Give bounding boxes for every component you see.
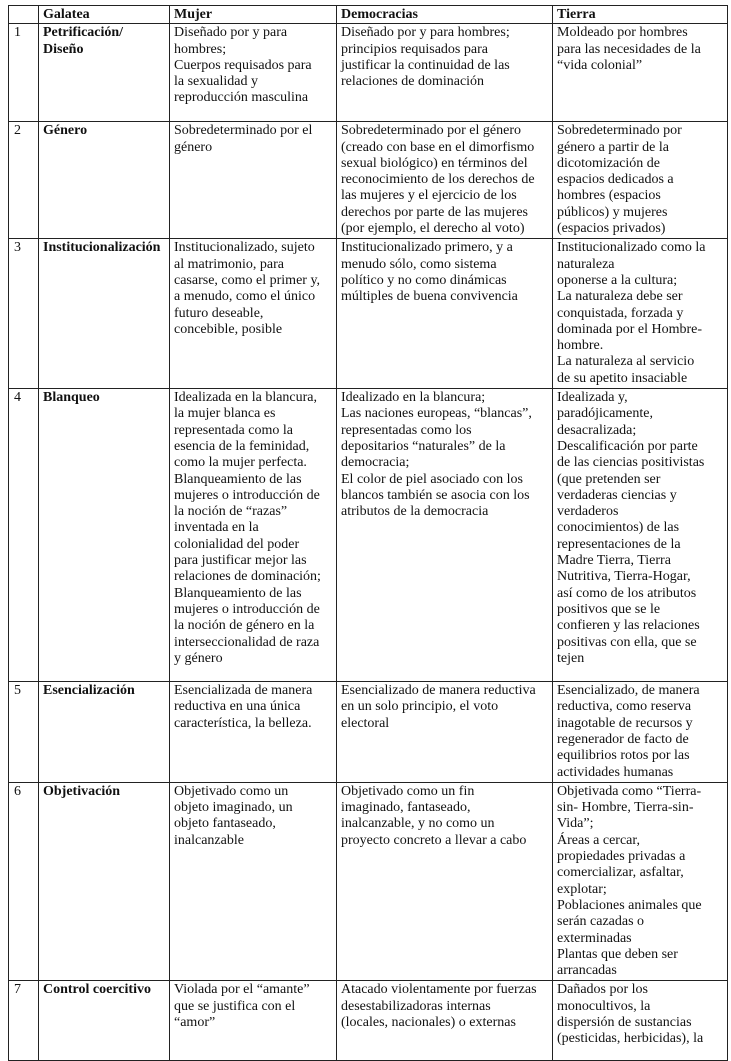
cell-line: inalcanzable — [174, 832, 244, 848]
cell-democracias — [337, 782, 553, 981]
cell-line: Esencialización — [43, 683, 135, 699]
row-number: 3 — [9, 239, 39, 389]
cell-line: oponerse a la cultura; — [557, 272, 678, 288]
cell-line: representadas como los — [341, 422, 472, 438]
cell-line: Dañados por los — [557, 982, 648, 998]
row-number: 2 — [9, 122, 39, 239]
cell-mujer — [170, 682, 337, 783]
cell-line: futuro deseable, — [174, 305, 264, 321]
cell-mujer — [170, 24, 337, 122]
cell-line: relaciones de dominación; — [174, 569, 321, 585]
cell-line: imaginado, fantaseado, — [341, 800, 471, 816]
cell-line: Diseñado por y para — [174, 25, 288, 41]
cell-tierra — [553, 389, 728, 682]
cell-line: blancos también se asocia con los — [341, 487, 530, 503]
cell-mujer — [170, 389, 337, 682]
cell-line: Petrificación/ — [43, 25, 124, 41]
cell-line: Control coercitivo — [43, 982, 151, 998]
cell-line: arrancadas — [557, 963, 617, 979]
row-number: 4 — [9, 389, 39, 682]
cell-line: Plantas que deben ser — [557, 946, 678, 962]
cell-line: paradójicamente, — [557, 406, 654, 422]
cell-line: casarse, como el primer y, — [174, 272, 321, 288]
cell-line: inagotable de recursos y — [557, 715, 693, 731]
cell-line: relaciones de dominación — [341, 74, 485, 90]
cell-line: verdaderos — [557, 504, 619, 520]
cell-line: objeto imaginado, un — [174, 800, 293, 816]
comparison-table — [8, 5, 728, 1061]
cell-line: democracia; — [341, 455, 410, 471]
cell-line: Sobredeterminado por — [557, 123, 682, 139]
cell-line: (creado con base en el dimorfismo — [341, 139, 535, 155]
row-category — [39, 981, 170, 1061]
cell-line: (pesticidas, herbicidas), la — [557, 1031, 704, 1047]
cell-line: al matrimonio, para — [174, 256, 285, 272]
cell-democracias — [337, 981, 553, 1061]
cell-tierra — [553, 782, 728, 981]
cell-line: La naturaleza al servicio — [557, 354, 695, 370]
cell-line: múltiples de buena convivencia — [341, 289, 518, 305]
row-category — [39, 122, 170, 239]
cell-line: concebible, posible — [174, 321, 283, 337]
cell-line: públicos) y mujeres — [557, 204, 668, 220]
cell-line: desestabilizadoras internas — [341, 998, 491, 1014]
cell-line: Vida”; — [557, 816, 594, 832]
cell-mujer — [170, 981, 337, 1061]
cell-line: la sexualidad y — [174, 74, 258, 90]
cell-line: actividades humanas — [557, 764, 674, 780]
cell-line: justificar la continuidad de las — [341, 57, 510, 73]
cell-line: representada como la — [174, 422, 293, 438]
row-number: 5 — [9, 682, 39, 783]
cell-line: equilibrios rotos por las — [557, 748, 690, 764]
cell-line: Objetivado como un — [174, 783, 289, 799]
cell-line: (que pretenden ser — [557, 471, 661, 487]
cell-line: Objetivación — [43, 783, 120, 799]
cell-line: así como de los atributos — [557, 585, 697, 601]
cell-line: objeto fantaseado, — [174, 816, 276, 832]
cell-line: reproducción masculina — [174, 90, 309, 106]
row-number: 1 — [9, 24, 39, 122]
row-category — [39, 239, 170, 389]
cell-line: Idealizado en la blancura; — [341, 390, 486, 406]
cell-line: La naturaleza debe ser — [557, 289, 683, 305]
cell-line: Nutritiva, Tierra-Hogar, — [557, 569, 691, 585]
cell-line: proyecto concreto a llevar a cabo — [341, 832, 527, 848]
cell-line: positivos que se le — [557, 601, 661, 617]
cell-line: Blanqueamiento de las — [174, 585, 302, 601]
cell-line: (por ejemplo, el derecho al voto) — [341, 221, 525, 237]
cell-line: (espacios privados) — [557, 221, 666, 237]
table-body — [9, 24, 728, 1061]
cell-line: hombres (espacios — [557, 188, 661, 204]
cell-line: de las ciencias positivistas — [557, 455, 705, 471]
cell-line: Esencializado, de manera — [557, 683, 700, 699]
cell-line: Institucionalizado primero, y a — [341, 240, 513, 256]
cell-line: Violada por el “amante” — [174, 982, 310, 998]
cell-line: El color de piel asociado con los — [341, 471, 523, 487]
cell-line: Idealizada en la blancura, — [174, 390, 318, 406]
cell-mujer — [170, 122, 337, 239]
cell-line: colonialidad del poder — [174, 536, 300, 552]
row-number: 7 — [9, 981, 39, 1061]
header-galatea: Galatea — [39, 6, 170, 24]
table-row — [9, 239, 728, 389]
table-row — [9, 389, 728, 682]
cell-line: como la mujer perfecta. — [174, 455, 307, 471]
cell-line: la noción de género en la — [174, 618, 315, 634]
cell-line: Sobredeterminado por el — [174, 123, 313, 139]
row-category — [39, 389, 170, 682]
cell-line: que se justifica con el — [174, 998, 296, 1014]
cell-democracias — [337, 122, 553, 239]
cell-line: Institucionalizado, sujeto — [174, 240, 315, 256]
cell-line: inventada en la — [174, 520, 259, 536]
cell-line: Esencializado de manera reductiva — [341, 683, 536, 699]
cell-line: de su apetito insaciable — [557, 370, 688, 386]
cell-line: Diseño — [43, 41, 84, 57]
cell-democracias — [337, 239, 553, 389]
table-row — [9, 782, 728, 981]
row-category — [39, 682, 170, 783]
cell-line: reductiva en una única — [174, 699, 301, 715]
cell-line: interseccionalidad de raza — [174, 634, 320, 650]
cell-line: hombres; — [174, 41, 227, 57]
cell-tierra — [553, 981, 728, 1061]
cell-tierra — [553, 122, 728, 239]
cell-line: Blanqueo — [43, 390, 100, 406]
cell-line: atributos de la democracia — [341, 504, 489, 520]
cell-line: positivas con ella, que se — [557, 634, 697, 650]
row-category — [39, 24, 170, 122]
cell-line: derechos por parte de las mujeres — [341, 204, 528, 220]
header-mujer: Mujer — [170, 6, 337, 24]
cell-line: Institucionalizado como la — [557, 240, 706, 256]
row-category — [39, 782, 170, 981]
row-number: 6 — [9, 782, 39, 981]
cell-line: esencia de la feminidad, — [174, 438, 310, 454]
cell-line: menudo sólo, como sistema — [341, 256, 497, 272]
cell-line: confieren y las relaciones — [557, 618, 700, 634]
cell-line: a menudo, como el único — [174, 289, 316, 305]
cell-line: Las naciones europeas, “blancas”, — [341, 406, 532, 422]
cell-line: verdaderas ciencias y — [557, 487, 677, 503]
cell-line: las mujeres y el ejercicio de los — [341, 188, 517, 204]
cell-line: Objetivado como un fin — [341, 783, 475, 799]
cell-line: para justificar mejor las — [174, 553, 307, 569]
cell-democracias — [337, 682, 553, 783]
cell-line: regenerador de facto de — [557, 731, 689, 747]
table-row — [9, 24, 728, 122]
cell-line: Diseñado por y para hombres; — [341, 25, 510, 41]
cell-line: reductiva, como reserva — [557, 699, 692, 715]
cell-line: político y no como dinámicas — [341, 272, 507, 288]
cell-line: la noción de “razas” — [174, 504, 288, 520]
cell-democracias — [337, 24, 553, 122]
cell-line: explotar; — [557, 881, 607, 897]
cell-line: electoral — [341, 715, 390, 731]
cell-line: dicotomización de — [557, 155, 661, 171]
cell-tierra — [553, 24, 728, 122]
cell-line: en un solo principio, el voto — [341, 699, 499, 715]
cell-line: serán cazadas o — [557, 914, 645, 930]
cell-line: espacios dedicados a — [557, 172, 674, 188]
cell-line: propiedades privadas a — [557, 849, 686, 865]
cell-line: Blanqueamiento de las — [174, 471, 302, 487]
cell-line: característica, la belleza. — [174, 715, 312, 731]
cell-line: monocultivos, la — [557, 998, 651, 1014]
cell-line: hombre. — [557, 338, 604, 354]
cell-line: depositarios “naturales” de la — [341, 438, 506, 454]
cell-line: conquistada, forzada y — [557, 305, 684, 321]
cell-line: inalcanzable, y no como un — [341, 816, 495, 832]
cell-line: exterminadas — [557, 930, 632, 946]
cell-line: Moldeado por hombres — [557, 25, 688, 41]
cell-line: Áreas a cercar, — [557, 832, 640, 848]
header-democracias: Democracias — [337, 6, 553, 24]
cell-line: sexual biológico) en términos del — [341, 155, 528, 171]
cell-line: dominada por el Hombre- — [557, 321, 703, 337]
cell-line: y género — [174, 650, 223, 666]
cell-line: Objetivada como “Tierra- — [557, 783, 702, 799]
table-row — [9, 122, 728, 239]
cell-line: Idealizada y, — [557, 390, 628, 406]
cell-line: principios requisados para — [341, 41, 488, 57]
cell-line: Género — [43, 123, 88, 139]
cell-line: dispersión de sustancias — [557, 1014, 692, 1030]
cell-line: conocimientos) de las — [557, 520, 680, 536]
cell-tierra — [553, 682, 728, 783]
cell-line: Institucionalización — [43, 240, 161, 256]
table-row — [9, 981, 728, 1061]
cell-line: “amor” — [174, 1014, 216, 1030]
cell-line: Poblaciones animales que — [557, 897, 702, 913]
cell-line: Cuerpos requisados para — [174, 57, 312, 73]
cell-line: mujeres o introducción de — [174, 601, 320, 617]
cell-line: reconocimiento de los derechos de — [341, 172, 535, 188]
cell-line: Descalificación por parte — [557, 438, 698, 454]
cell-line: desacralizada; — [557, 422, 637, 438]
cell-mujer — [170, 239, 337, 389]
header-row — [9, 6, 728, 24]
cell-mujer — [170, 782, 337, 981]
cell-line: (locales, nacionales) o externas — [341, 1014, 516, 1030]
cell-line: género — [174, 139, 213, 155]
cell-line: Atacado violentamente por fuerzas — [341, 982, 537, 998]
cell-line: tejen — [557, 650, 585, 666]
cell-line: comercializar, asfaltar, — [557, 865, 684, 881]
cell-line: para las necesidades de la — [557, 41, 701, 57]
cell-line: la mujer blanca es — [174, 406, 276, 422]
header-number — [9, 6, 39, 24]
cell-line: “vida colonial” — [557, 57, 643, 73]
table-row — [9, 682, 728, 783]
cell-line: Sobredeterminado por el género — [341, 123, 521, 139]
cell-line: naturaleza — [557, 256, 615, 272]
cell-line: género a partir de la — [557, 139, 669, 155]
cell-line: mujeres o introducción de — [174, 487, 320, 503]
cell-democracias — [337, 389, 553, 682]
header-tierra: Tierra — [553, 6, 728, 24]
cell-tierra — [553, 239, 728, 389]
cell-line: Madre Tierra, Tierra — [557, 553, 671, 569]
cell-line: representaciones de la — [557, 536, 681, 552]
cell-line: Esencializada de manera — [174, 683, 313, 699]
cell-line: sin- Hombre, Tierra-sin- — [557, 800, 694, 816]
